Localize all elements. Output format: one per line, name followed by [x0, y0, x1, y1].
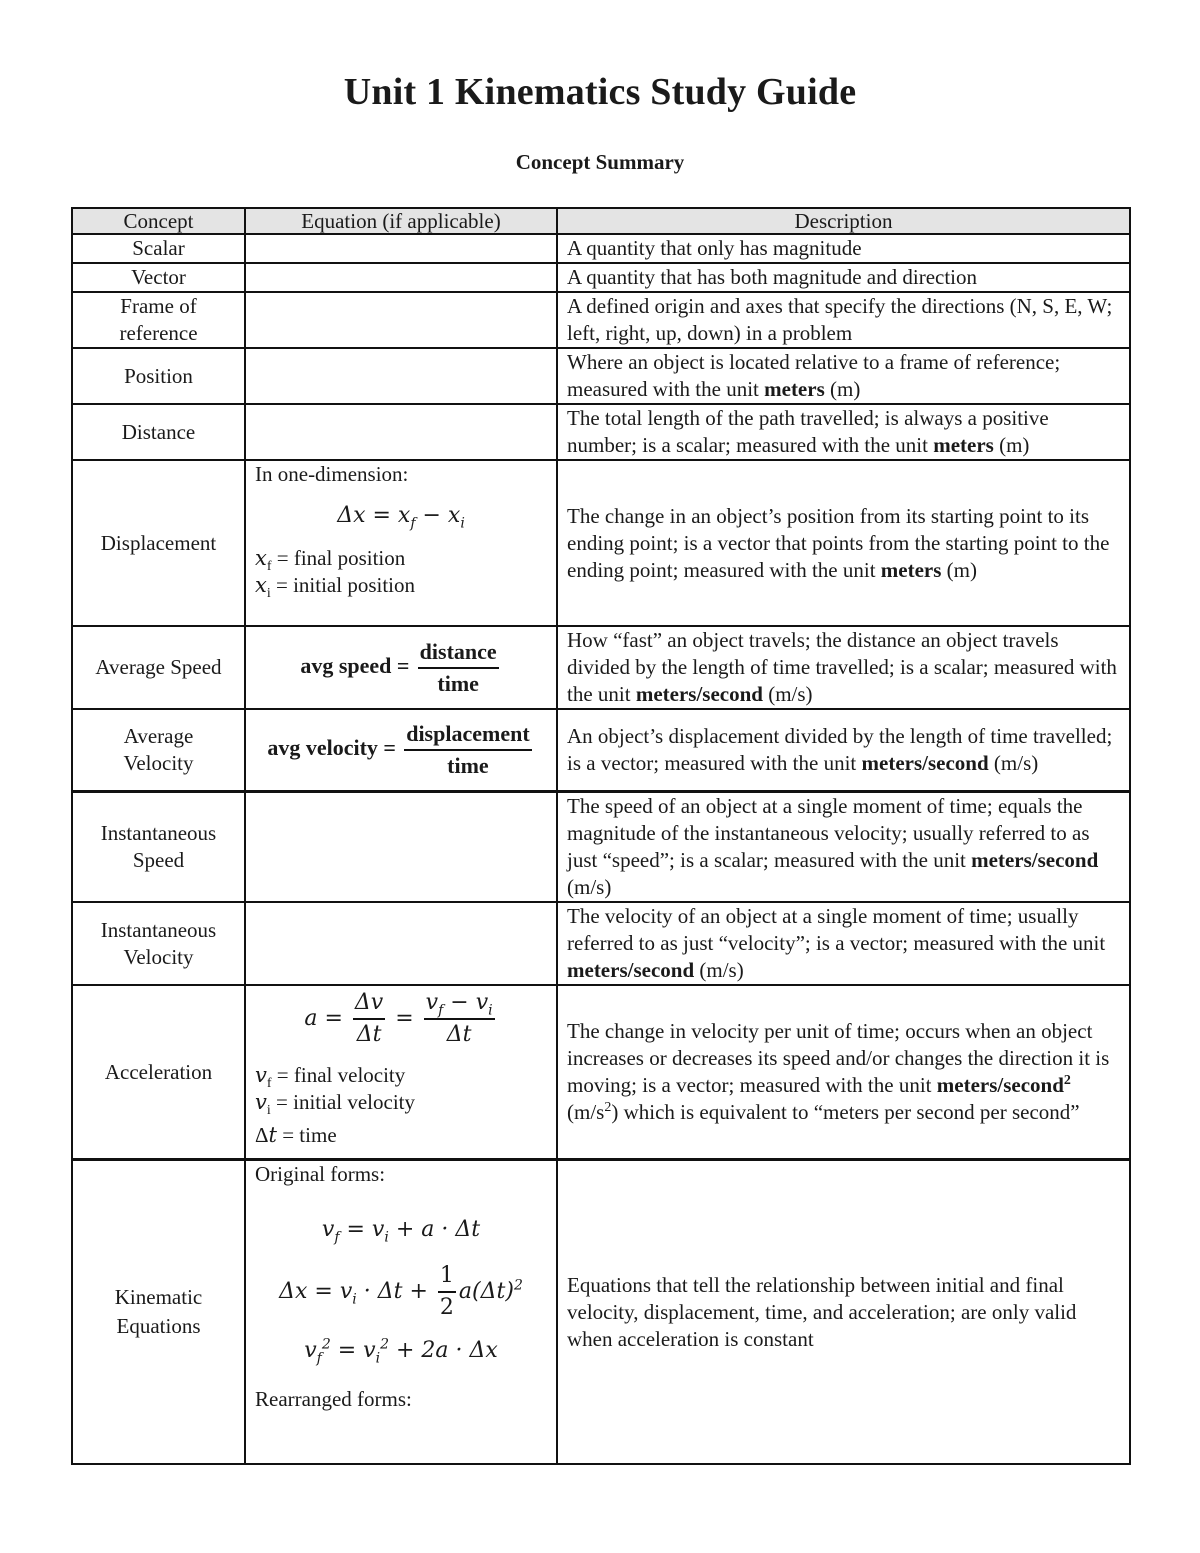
concept-cell: Displacement	[72, 460, 245, 626]
concept-line: reference	[119, 321, 198, 345]
description-cell: A quantity that only has magnitude	[557, 234, 1130, 263]
concept-line: Instantaneous	[100, 917, 217, 942]
equation-lhs: avg speed =	[300, 652, 410, 678]
equation-cell	[245, 1160, 557, 1465]
concept-line: Average	[123, 724, 194, 748]
equation-cell	[245, 348, 557, 404]
concept-line: Velocity	[123, 944, 194, 969]
kinematic-equation-1: $v_f = v_i + a \cdot \Delta t$	[321, 1217, 481, 1246]
fraction-denominator: time	[447, 753, 489, 778]
description-cell: A quantity that has both magnitude and direction	[557, 263, 1130, 292]
unit-symbol: (m)	[824, 377, 861, 401]
unit-symbol: (m/s)	[694, 958, 744, 982]
equation-cell	[245, 404, 557, 460]
fraction-denominator: time	[437, 670, 479, 696]
unit-text: meters/second$^2$	[936, 1073, 1071, 1097]
equation-cell	[245, 263, 557, 292]
fraction-numerator: distance	[418, 637, 499, 669]
equation-intro: Original forms:	[255, 1162, 386, 1186]
concept-cell: Distance	[72, 404, 245, 460]
unit-symbol: (m)	[993, 433, 1030, 457]
description-cell	[557, 404, 1130, 460]
kinematic-equation-3: $v_f^2 = v_i^2 + 2a \cdot \Delta x$	[304, 1336, 498, 1367]
equation-outro: Rearranged forms:	[255, 1387, 412, 1411]
description-cell	[557, 626, 1130, 709]
description-cell	[557, 792, 1130, 903]
unit-text: meters/second	[567, 958, 695, 982]
fraction: $\frac{1}{2}$	[439, 1263, 454, 1320]
variable-definition: $x_f$ = final position	[255, 546, 406, 575]
equation-cell	[245, 709, 557, 792]
acceleration-equation: a = $\frac{\Delta v}{\Delta t}$ = $\frac{v_f - v_i}{\Delta t}$	[255, 988, 547, 1050]
concept-cell: Average Speed	[72, 626, 245, 709]
table-row-vector	[72, 263, 1130, 292]
description-cell: The change in velocity per unit of time; occurs when an object increases or decreases its speed and/or changes the direction it is moving; is a vector; measured with the unit meters/second$^2$ $(m/s^2)$ which is equivalent to “meters per second per second”	[557, 985, 1130, 1160]
table-row-displacement	[72, 460, 1130, 626]
concept-line: Instantaneous	[100, 821, 217, 845]
header-description: Description	[557, 208, 1130, 234]
description-text: ) which is equivalent to “meters per second per second”	[611, 1100, 1080, 1124]
concept-line: Speed	[132, 848, 185, 872]
description-cell	[557, 348, 1130, 404]
document-title: Unit 1 Kinematics Study Guide	[343, 71, 857, 113]
concept-cell	[72, 902, 245, 985]
unit-symbol: (m/s)	[988, 751, 1039, 775]
unit-text: meters/second	[971, 848, 1099, 872]
description-text: The change in velocity per unit of time; occurs when an object increases or decreases its speed and/or changes the direction it is moving; is a vector; measured with the unit	[567, 1019, 1110, 1097]
unit-text: meters	[880, 557, 942, 582]
unit-symbol: (m)	[941, 557, 977, 582]
table-row-average-velocity	[72, 709, 1130, 792]
concept-line: Frame of	[120, 294, 197, 318]
table-row-instantaneous-speed	[72, 792, 1130, 903]
header-equation: Equation (if applicable)	[245, 208, 557, 234]
section-subtitle: Concept Summary	[515, 150, 685, 174]
table-row-kinematic-equations	[72, 1160, 1130, 1465]
concept-line: Kinematic	[114, 1285, 203, 1309]
concept-cell	[72, 292, 245, 348]
description-cell: A defined origin and axes that specify the directions (N, S, E, W; left, right, up, down) in a problem	[557, 292, 1130, 348]
equation-cell	[245, 460, 557, 626]
table-row-frame-of-reference	[72, 292, 1130, 348]
table-header-row	[72, 208, 1130, 234]
table-row-instantaneous-velocity	[72, 902, 1130, 985]
variable-definition: Δt = time	[255, 1123, 337, 1147]
header-concept: Concept	[72, 208, 245, 234]
unit-symbol: (m/s)	[762, 682, 813, 706]
concept-summary-table	[71, 207, 1131, 1465]
concept-cell: Vector	[72, 263, 245, 292]
table-row-average-speed	[72, 626, 1130, 709]
table-row-scalar	[72, 234, 1130, 263]
equation-cell	[245, 792, 557, 903]
unit-text: meters	[764, 377, 825, 401]
table-row-position	[72, 348, 1130, 404]
table-row-acceleration	[72, 985, 1130, 1160]
variable-definition: $v_i$ = initial velocity	[255, 1090, 415, 1119]
fraction: $\frac{v_f - v_i}{\Delta t}$	[425, 990, 493, 1047]
equation-cell	[245, 985, 557, 1160]
description-text: Where an object is located relative to a frame of reference; measured with the unit	[567, 350, 1061, 401]
concept-line: Equations	[116, 1314, 201, 1338]
equation-lhs: avg velocity =	[267, 734, 396, 760]
description-text: The change in an object’s position from its starting point to its ending point; is a vector that points from the starting point to the ending point; measured with the unit	[567, 503, 1110, 582]
description-cell	[557, 902, 1130, 985]
unit-text: meters/second	[635, 682, 763, 706]
equation-intro: In one-dimension:	[255, 462, 409, 486]
unit-symbol: (m/s	[567, 1100, 605, 1124]
concept-cell	[72, 709, 245, 792]
concept-cell: Scalar	[72, 234, 245, 263]
description-cell	[557, 460, 1130, 626]
description-cell: Equations that tell the relationship between initial and final velocity, displacement, time, and acceleration; are only valid when acceleration is constant	[557, 1160, 1130, 1465]
description-text: An object’s displacement divided by the length of time travelled; is a vector; measured with the unit	[567, 724, 1113, 775]
variable-definition: $v_f$ = final velocity	[255, 1063, 406, 1092]
equation-cell	[245, 902, 557, 985]
concept-cell	[72, 1160, 245, 1465]
description-text: The velocity of an object at a single moment of time; usually referred to as just “velocity”; is a vector; measured with the unit	[567, 904, 1106, 955]
concept-cell: Position	[72, 348, 245, 404]
unit-text: meters/second	[861, 751, 989, 775]
equation-cell	[245, 292, 557, 348]
description-text: The speed of an object at a single moment of time; equals the magnitude of the instantaneous velocity; usually referred to as just “speed”; is a scalar; measured with the unit	[567, 794, 1090, 872]
description-text: How “fast” an object travels; the distance an object travels divided by the length of time travelled; is a scalar; measured with the unit	[567, 628, 1117, 706]
description-cell	[557, 709, 1130, 792]
equation-cell	[245, 626, 557, 709]
concept-cell	[72, 792, 245, 903]
kinematic-equation-2: $\Delta x = v_i \cdot \Delta t$ + $\frac{1}{2}$ $a(\Delta t)^2$	[255, 1261, 547, 1323]
displacement-equation: $\Delta x = x_f - x_i$	[337, 503, 465, 532]
fraction-numerator: displacement	[404, 719, 531, 751]
equation-cell	[245, 234, 557, 263]
variable-definition: $x_i$ = initial position	[255, 573, 415, 602]
description-text: The total length of the path travelled; is always a positive number; is a scalar; measured with the unit	[567, 406, 1049, 457]
fraction	[404, 719, 531, 781]
concept-line: Velocity	[123, 751, 194, 775]
concept-cell: Acceleration	[72, 985, 245, 1160]
table-row-distance	[72, 404, 1130, 460]
fraction: $\frac{\Delta v}{\Delta t}$	[354, 990, 384, 1047]
unit-symbol: (m/s)	[567, 875, 612, 899]
unit-text: meters	[933, 433, 994, 457]
fraction	[418, 637, 499, 699]
